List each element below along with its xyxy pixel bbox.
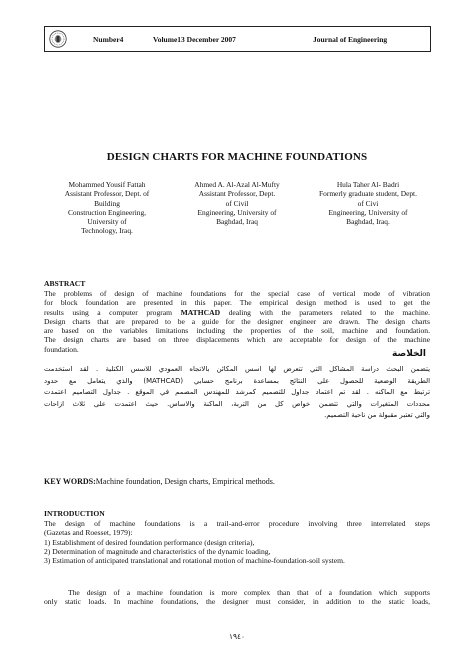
author-affiliation-line: Engineering, University of bbox=[328, 207, 408, 217]
page-number: ١٩٤٠ bbox=[228, 632, 246, 641]
abstract-line: foundation. bbox=[44, 344, 79, 354]
abstract-line: are based on the variables limitations including the properties of the soil, machine and foundation. bbox=[44, 326, 430, 336]
abstract-body bbox=[44, 289, 430, 354]
author-name: Ahmed A. Al-Azal Al-Mufty bbox=[194, 180, 280, 189]
abstract-line-end: dealing with the parameters related to the machine. bbox=[220, 307, 431, 317]
author-affiliation-line: Engineering, University of bbox=[197, 207, 277, 217]
author-affiliation-line: Assistant Professor, Dept. bbox=[198, 189, 276, 199]
author-affiliation-line: Building bbox=[94, 198, 120, 208]
arabic-line: الطريقة الوضعية للحصول على النتائج بمساعدة برنامج حسابي (MATHCAD) والذي يتعامل مع حدود bbox=[44, 376, 430, 385]
journal-header bbox=[44, 26, 431, 52]
arabic-line: يتضمن البحث دراسة المشاكل التي تتعرض لها اسس المكائن بالاتجاه العمودي للاسس الكتلية . لقد استخدمت bbox=[44, 365, 430, 373]
intro-line: 2) Determination of magnitude and characteristics of the dynamic loading, bbox=[44, 546, 271, 556]
author-name: Hula Taher Al- Badri bbox=[336, 180, 400, 189]
intro-line: (Gazetas and Roesset, 1979): bbox=[44, 528, 133, 538]
author-block-3 bbox=[313, 180, 423, 226]
arabic-line: والتي تعتبر مقبولة من ناحية التصميم. bbox=[324, 411, 430, 419]
arabic-abstract-body bbox=[44, 364, 430, 422]
author-name: Mohammed Yousif Fattah bbox=[68, 180, 146, 189]
author-affiliation-line: of Civil bbox=[225, 198, 249, 208]
author-affiliation-line: Assistant Professor, Dept. of bbox=[64, 189, 150, 199]
arabic-line: محددات المتغيرات والتي تتضمن خواص كل من التربة، الماكنة والاساس. حيث اعتمدت على ثلاث ازاحات bbox=[44, 399, 430, 408]
introduction-paragraph-2 bbox=[44, 588, 430, 607]
arabic-line: ترتبط مع الماكنه . لقد تم اعتماد جداول للتصميم كمرشد للمهندس المصمم في الموقع . جداول التصاميم اعتمدت bbox=[44, 388, 430, 396]
intro-line: The design of machine foundations is a trail-and-error procedure involving three interrelated steps bbox=[44, 519, 430, 528]
author-affiliation-line: Technology, Iraq. bbox=[81, 226, 133, 236]
paper-title: DESIGN CHARTS FOR MACHINE FOUNDATIONS bbox=[106, 151, 368, 163]
author-affiliation-line: of Civi bbox=[357, 198, 379, 208]
abstract-line: The design charts are based on three displacements which are acceptable for design of the machine bbox=[44, 335, 430, 345]
author-block-2 bbox=[182, 180, 292, 226]
introduction-heading: INTRODUCTION bbox=[44, 509, 105, 518]
abstract-line: for block foundation are presented in this paper. The empirical design method is used to get the bbox=[44, 298, 430, 308]
abstract-line: Design charts that are prepared to be a guide for the designer engineer are drawn. The design charts bbox=[44, 316, 430, 326]
keywords-label: KEY WORDS: bbox=[44, 477, 96, 486]
author-affiliation-line: Baghdad, Iraq. bbox=[346, 217, 390, 227]
university-seal-icon bbox=[49, 30, 67, 48]
program-name: MATHCAD bbox=[180, 307, 221, 317]
introduction-body bbox=[44, 519, 430, 565]
author-affiliation-line: Baghdad, Iraq bbox=[216, 217, 258, 227]
volume-date: Volume13 December 2007 bbox=[153, 35, 236, 44]
keywords bbox=[44, 477, 275, 486]
intro-para2-line: only static loads. In machine foundations, the designer must consider, in addition to the static loads, bbox=[44, 597, 430, 607]
abstract-heading: ABSTRACT bbox=[44, 279, 86, 288]
author-affiliation-line: Construction Engineering, bbox=[68, 207, 146, 217]
intro-line: 3) Estimation of anticipated translational and rotational motion of machine-foundation-soil system. bbox=[44, 556, 345, 566]
journal-name: Journal of Engineering bbox=[313, 35, 388, 44]
author-affiliation-line: University of bbox=[87, 217, 127, 227]
intro-para2-line: The design of a machine foundation is more complex than that of a foundation which supports bbox=[68, 588, 430, 597]
arabic-abstract-heading: الخلاصة bbox=[392, 349, 426, 359]
abstract-line: The problems of design of machine foundations for the special case of vertical mode of vibration bbox=[44, 289, 430, 298]
author-affiliation-line: Formerly graduate student, Dept. bbox=[319, 189, 417, 199]
intro-line: 1) Establishment of desired foundation performance (design criteria), bbox=[44, 537, 255, 547]
abstract-line-start: results using a computer program bbox=[44, 307, 181, 317]
keywords-text: Machine foundation, Design charts, Empirical methods. bbox=[95, 477, 275, 486]
issue-number: Number4 bbox=[93, 35, 124, 44]
abstract-line bbox=[44, 308, 430, 317]
author-block-1 bbox=[52, 180, 162, 236]
